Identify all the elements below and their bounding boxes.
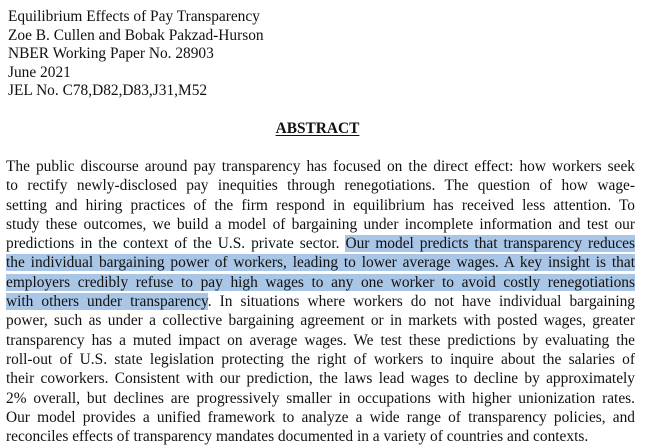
abstract-body <box>6 157 635 446</box>
abstract-line <box>6 369 635 388</box>
abstract-line <box>6 311 635 330</box>
text-segment[interactable]: setting and hiring practices of the firm respond in equilibrium has received less attention. To <box>6 196 635 214</box>
text-segment[interactable]: Our model provides a unified framework to analyze a wide range of transparency policies, and <box>6 408 635 426</box>
text-segment[interactable]: . In situations where workers do not have individual bargaining <box>207 293 636 311</box>
highlighted-text[interactable]: the individual bargaining power of workers, leading to lower average wages. A key insight is that <box>6 254 635 272</box>
highlighted-text[interactable]: employers credibly refuse to pay high wages to any one worker to avoid costly renegotiations <box>6 273 635 291</box>
highlighted-text[interactable]: with others under transparency <box>6 293 208 311</box>
abstract-line <box>6 408 635 427</box>
abstract-heading: ABSTRACT <box>275 120 360 137</box>
abstract-heading-wrap <box>0 120 635 138</box>
text-segment[interactable]: their coworkers. Consistent with our prediction, the laws lead wages to decline by approximately <box>6 370 635 388</box>
abstract-line <box>6 176 635 195</box>
abstract-line <box>6 292 635 311</box>
abstract-line <box>6 234 635 253</box>
abstract-line <box>6 157 635 176</box>
text-segment[interactable]: study these outcomes, we build a model of bargaining under incomplete information and test our <box>6 215 635 233</box>
paper-title: Equilibrium Effects of Pay Transparency <box>8 8 260 25</box>
text-segment[interactable]: transparency has a muted impact on average wages. We test these predictions by evaluating the <box>6 331 635 349</box>
text-segment[interactable]: 2% overall, but declines are progressively smaller in occupations with higher unionization rates. <box>6 389 635 407</box>
text-segment[interactable]: predictions in the context of the U.S. private sector. <box>6 235 346 253</box>
paper-header <box>8 8 264 101</box>
paper-date: June 2021 <box>8 63 71 81</box>
highlighted-text[interactable]: Our model predicts that transparency reduces <box>345 235 636 253</box>
abstract-line <box>6 215 635 234</box>
text-segment[interactable]: to rectify newly-disclosed pay inequities through renegotiations. The question of how wage- <box>6 177 635 195</box>
abstract-line <box>6 427 635 446</box>
text-segment[interactable]: roll-out of U.S. state legislation protecting the right of workers to inquire about the salaries of <box>6 350 635 368</box>
abstract-line <box>6 350 635 369</box>
abstract-line <box>6 196 635 215</box>
abstract-line <box>6 389 635 408</box>
text-segment[interactable]: power, such as under a collective bargaining agreement or in markets with posted wages, greater <box>6 312 635 330</box>
abstract-line <box>6 253 635 272</box>
paper-series: NBER Working Paper No. 28903 <box>8 45 214 63</box>
text-segment[interactable]: reconciles effects of transparency mandates documented in a variety of countries and contexts. <box>6 428 589 446</box>
paper-jel-codes: JEL No. C78,D82,D83,J31,M52 <box>8 82 208 100</box>
abstract-line <box>6 273 635 292</box>
paper-authors: Zoe B. Cullen and Bobak Pakzad-Hurson <box>8 26 264 44</box>
text-segment[interactable]: The public discourse around pay transparency has focused on the direct effect: how workers seek <box>6 158 635 175</box>
abstract-line <box>6 331 635 350</box>
